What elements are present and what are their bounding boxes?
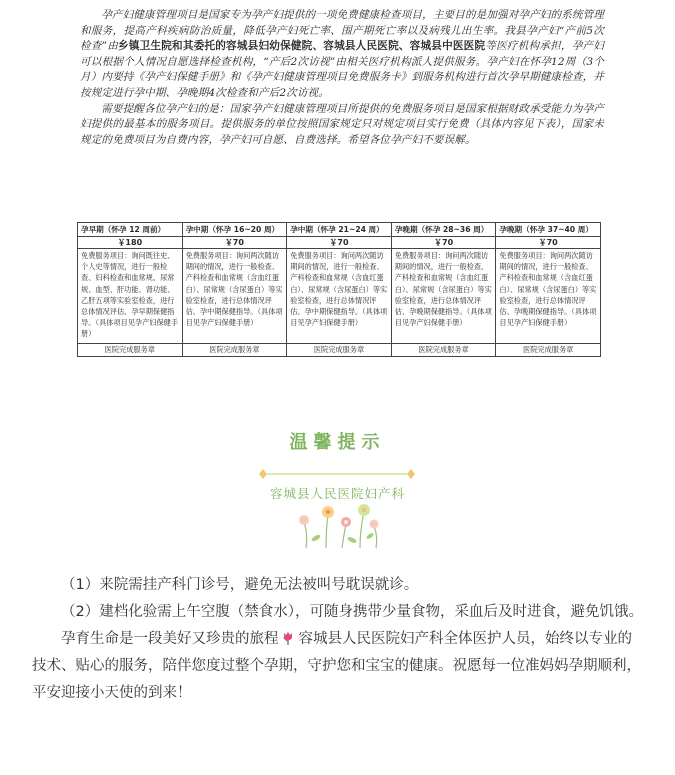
fee-signature: 医院完成服务章 bbox=[182, 344, 287, 357]
divider-rule-icon bbox=[255, 468, 419, 480]
flowers-icon bbox=[286, 500, 390, 550]
fee-header: 孕晚期（怀孕 28~36 周） bbox=[391, 223, 496, 237]
fee-header: 孕晚期（怀孕 37~40 周） bbox=[496, 223, 601, 237]
notice-paragraph-1 bbox=[80, 8, 604, 102]
fee-table-price-row bbox=[78, 237, 601, 249]
tulip-icon bbox=[281, 631, 295, 645]
reminder-item-2: （2）建档化验需上午空腹（禁食水），可随身携带少量食物，采血后及时进食，避免饥饿。 bbox=[61, 604, 643, 620]
fee-table-header-row bbox=[78, 223, 601, 237]
fee-description: 免费服务项目：询问两次随访期间的情况，进行一般检查、产科检查和血常规（含血红蛋白）、尿常规（含尿蛋白）等实验室检查，进行总体情况评估、孕中期保健指导。（具体项目见孕产妇保健手册） bbox=[182, 249, 287, 344]
reminder-item-1: （1）来院需挂产科门诊号，避免无法被叫号耽误就诊。 bbox=[61, 577, 419, 593]
fee-header: 孕中期（怀孕 16~20 周） bbox=[182, 223, 287, 237]
fee-price: ￥70 bbox=[391, 237, 496, 249]
fee-description: 免费服务项目：询问既往史、个人史等情况，进行一般检查、妇科检查和血常规、尿常规、血型、肝功能、肾功能、乙肝五项等实验室检查，进行总体情况评估、孕早期保健指导。（具体项目见孕产妇保健手册） bbox=[78, 249, 183, 344]
notice-p1-part-c: 等医疗机构承担，孕产妇可以根据个人情况自愿选择检查机构，“产后2次访视”由相关医疗机构派人提供服务。孕产妇在怀孕12周（3个月）内要持《孕产妇保健手册》和《孕产妇健康管理项目免费服务卡》到服务机构进行首次孕早期健康检查，并按规定进行孕中期、孕晚期4次检查和产后2次访视。 bbox=[80, 40, 605, 99]
reminder-body bbox=[32, 572, 644, 707]
fee-header: 孕中期（怀孕 21~24 周） bbox=[287, 223, 392, 237]
fee-signature: 医院完成服务章 bbox=[496, 344, 601, 357]
fee-description: 免费服务项目：询问两次随访期间的情况，进行一般检查、产科检查和血常规（含血红蛋白）、尿常规（含尿蛋白）等实验室检查，进行总体情况评估、孕晚期保健指导。（具体项目见孕产妇保健手册） bbox=[496, 249, 601, 344]
fee-price: ￥70 bbox=[496, 237, 601, 249]
tips-title: 温馨提示 bbox=[289, 432, 386, 453]
fee-price: ￥70 bbox=[182, 237, 287, 249]
fee-table bbox=[77, 222, 601, 357]
notice-paragraph-2: 需要提醒各位孕产妇的是：国家孕产妇健康管理项目所提供的免费服务项目是国家根据财政承受能力为孕产妇提供的最基本的服务项目。提供服务的单位按照国家规定只对规定项目实行免费（具体内容见下表），国家未规定的免费项目为自费内容，孕产妇可自愿、自费选择。希望各位孕产妇不要误解。 bbox=[80, 102, 604, 146]
fee-price: ￥180 bbox=[78, 237, 183, 249]
fee-signature: 医院完成服务章 bbox=[78, 344, 183, 357]
fee-signature: 医院完成服务章 bbox=[287, 344, 392, 357]
fee-table-desc-row bbox=[78, 249, 601, 344]
notice-p1-part-a: 孕产妇健康管理项目是国家专为孕产妇提供的一项免费健康检查项目，主要目的是加强对孕产妇的系统管理和服务，提高产科疾病防治质量，降低孕产妇死亡率、围产期死亡率以及病残儿出生率。我县孕产妇 bbox=[80, 9, 604, 37]
notice-text-block bbox=[80, 8, 604, 148]
fee-header: 孕早期（怀孕 12 周前） bbox=[78, 223, 183, 237]
tips-subtitle: 容城县人民医院妇产科 bbox=[269, 486, 405, 501]
fee-description: 免费服务项目：询问两次随访期间的情况，进行一般检查、产科检查和血常规（含血红蛋白）、尿常规（含尿蛋白）等实验室检查，进行总体情况评估、孕晚期保健指导。（具体项目见孕产妇保健手册） bbox=[391, 249, 496, 344]
notice-p1-part-b: 由 bbox=[107, 40, 119, 53]
fee-description: 免费服务项目：询问两次随访期间的情况，进行一般检查、产科检查和血常规（含血红蛋白）、尿常规（含尿蛋白）等实验室检查，进行总体情况评估、孕中期保健指导。（具体项目见孕产妇保健手册） bbox=[287, 249, 392, 344]
fee-price: ￥70 bbox=[287, 237, 392, 249]
closing-paragraph bbox=[32, 626, 644, 707]
fee-signature: 医院完成服务章 bbox=[391, 344, 496, 357]
notice-p1-institutions: 乡镇卫生院和其委托的容城县妇幼保健院、容城县人民医院、容城县中医医院 bbox=[118, 40, 486, 53]
closing-text-b: 容城县人民医院妇产科全体医护人员，始终以专业的技术、贴心的服务，陪伴您度过整个孕期，守护您和宝宝的健康。祝愿每一位准妈妈孕期顺利，平安迎接小天使的到来！ bbox=[32, 631, 641, 701]
fee-table-sign-row bbox=[78, 344, 601, 357]
closing-text-a: 孕育生命是一段美好又珍贵的旅程 bbox=[61, 631, 279, 647]
notice-p1-quote: “产前5次检查” bbox=[80, 24, 605, 53]
